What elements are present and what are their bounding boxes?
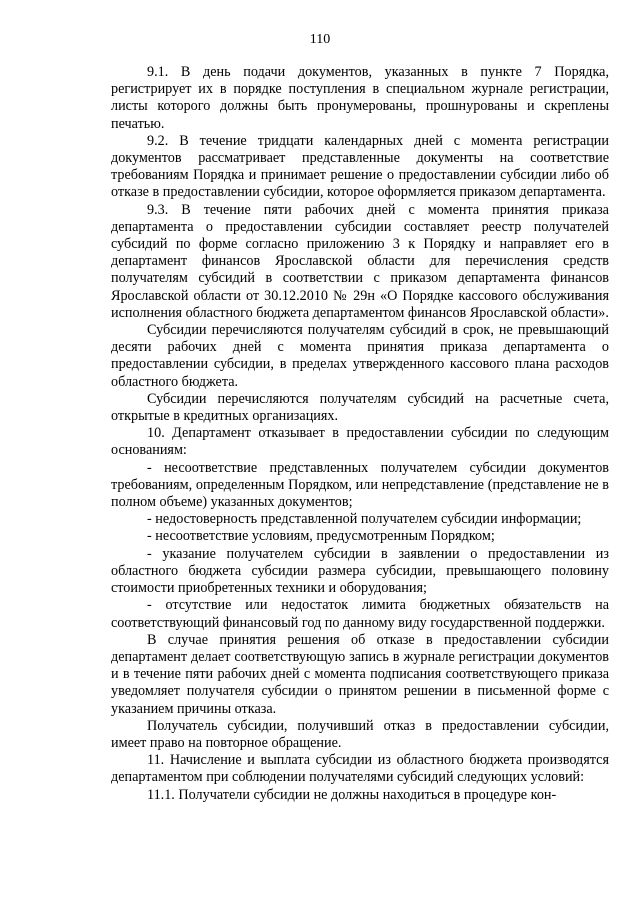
refusal-reason-item: - указание получателем субсидии в заявлении о предоставлении из областного бюджета субсидии размера субсидии, превышающего половину стоимости приобретенных техники и оборудования;	[111, 545, 609, 597]
paragraph-9-1: 9.1. В день подачи документов, указанных в пункте 7 Порядка, регистрирует их в порядке поступления в специальном журнале регистрации, листы которого должны быть пронумерованы, прошнурованы и скреплены печатью.	[111, 64, 609, 132]
refusal-reason-item: - отсутствие или недостаток лимита бюджетных обязательств на соответствующий финансовый год по данному виду государственной поддержки.	[111, 597, 609, 631]
refusal-reason-item: - несоответствие представленных получателем субсидии документов требованиям, определенным Порядком, или непредставление (представление не в полном объеме) указанных документов;	[111, 459, 609, 511]
paragraph-9-2: 9.2. В течение тридцати календарных дней с момента регистрации документов рассматривает представленные документы на соответствие требованиям Порядка и принимает решение о предоставлении субсидии либо об отказе в предоставлении субсидии, которое оформляется приказом департамента.	[111, 132, 609, 201]
document-body	[111, 64, 609, 804]
paragraph-refusal-procedure: В случае принятия решения об отказе в предоставлении субсидии департамент делает соответствующую запись в журнале регистрации документов и в течение пяти рабочих дней с момента подписания соответствующего приказа уведомляет получателя субсидии о принятом решении в письменной форме с указанием причины отказа.	[111, 631, 609, 717]
refusal-reason-item: - недостоверность представленной получателем субсидии информации;	[147, 511, 582, 528]
paragraph-11: 11. Начисление и выплата субсидии из областного бюджета производятся департаментом при соблюдении получателями субсидий следующих условий:	[111, 752, 609, 786]
paragraph-subsidy-accounts: Субсидии перечисляются получателям субсидий на расчетные счета, открытые в кредитных организациях.	[111, 390, 609, 425]
paragraph-9-3: 9.3. В течение пяти рабочих дней с момента принятия приказа департамента о предоставлении субсидии составляет реестр получателей субсидий по форме согласно приложению 3 к Порядку и направляет его в департамент финансов Ярославской области для перечисления средств получателям субсидий в соответствии с приказом департамента финансов Ярославской области от 30.12.2010 № 29н «О Порядке кассового обслуживания исполнения областного бюджета департаментом финансов Ярославской области».	[111, 201, 609, 321]
paragraph-10: 10. Департамент отказывает в предоставлении субсидии по следующим основаниям:	[111, 425, 609, 459]
page-number: 110	[309, 32, 331, 47]
paragraph-11-1: 11.1. Получатели субсидии не должны находиться в процедуре кон-	[147, 786, 557, 803]
paragraph-repeat-application: Получатель субсидии, получивший отказ в предоставлении субсидии, имеет право на повторное обращение.	[111, 717, 609, 751]
refusal-reason-item: - несоответствие условиям, предусмотренным Порядком;	[147, 528, 495, 545]
paragraph-subsidy-transfer-term: Субсидии перечисляются получателям субсидий в срок, не превышающий десяти рабочих дней с момента принятия приказа департамента о предоставлении субсидии, в пределах утвержденного кассового плана расходов областного бюджета.	[111, 322, 609, 390]
